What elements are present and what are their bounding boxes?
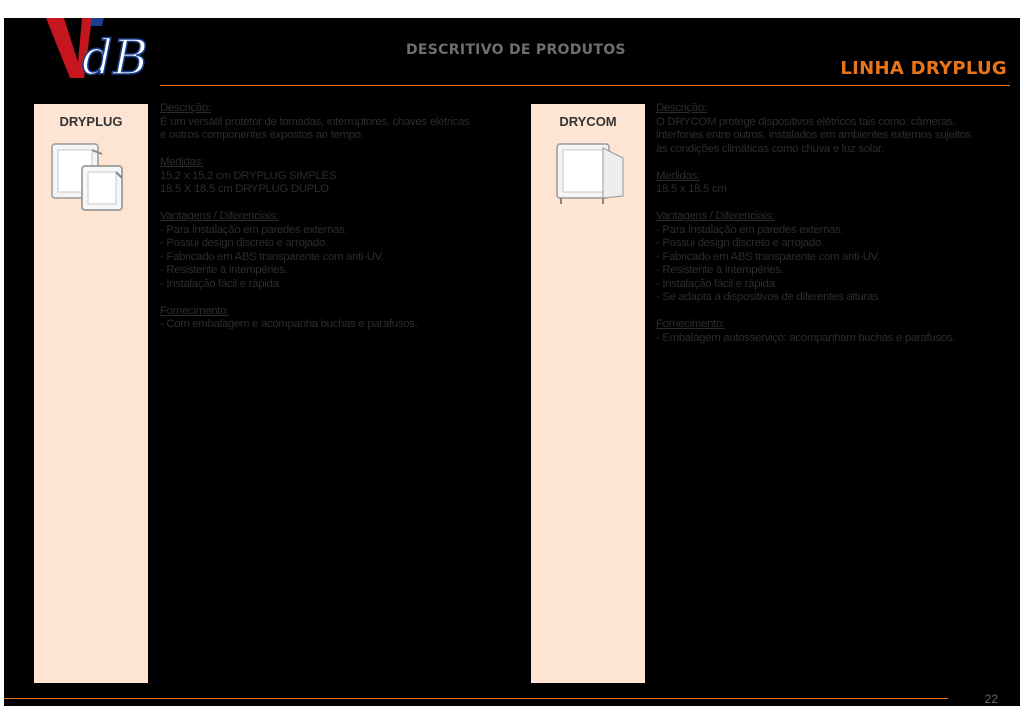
- vantagens-item: - Para instalação em paredes externas.: [656, 223, 844, 236]
- product-panel-dryplug: [34, 104, 148, 683]
- product-name: DRYCOM: [559, 114, 617, 129]
- fornecimento-item: - Embalagem autosserviço: acompanham buchas e parafusos.: [656, 331, 956, 344]
- medidas-heading: Medidas:: [656, 169, 700, 182]
- descricao-line: interfones entre outros, instalados em ambientes externos sujeitos: [656, 129, 972, 141]
- footer-divider: [4, 698, 948, 699]
- drycom-product-image: [553, 140, 629, 211]
- vantagens-item: - Possui design discreto e arrojado.: [160, 237, 328, 249]
- descricao-line: O DRYCOM protege dispositivos elétricos tais como: câmeras,: [656, 115, 956, 128]
- medidas-line: 18,5 X 18,5 cm DRYPLUG DUPLO: [160, 183, 329, 195]
- header-divider: [160, 85, 1010, 86]
- svg-text:dB: dB: [82, 30, 148, 82]
- vantagens-item: - Fabricado em ABS transparente com anti-UV.: [656, 250, 880, 263]
- fornecimento-heading: Fornecimento:: [160, 304, 229, 317]
- page-number: 22: [984, 692, 998, 706]
- vantagens-item: - Instalação fácil e rápida.: [160, 277, 282, 290]
- fornecimento-item: - Com embalagem e acompanha buchas e parafusos.: [160, 318, 418, 330]
- dryplug-product-image: [46, 140, 126, 219]
- medidas-heading: Medidas:: [160, 156, 204, 168]
- descricao-line: É um versátil protetor de tomadas, interruptores, chaves elétricas: [160, 115, 470, 128]
- vantagens-item: - Resistente à intempéries.: [160, 264, 288, 276]
- slide-page: [4, 18, 1020, 706]
- product-description-dryplug: [160, 102, 514, 332]
- vantagens-item: - Possui design discreto e arrojado.: [656, 237, 824, 249]
- vantagens-item: - Se adapta a dispositivos de diferentes alturas: [656, 291, 879, 303]
- vantagens-item: - Instalação fácil e rápida.: [656, 277, 778, 290]
- product-panel-drycom: [531, 104, 645, 683]
- descricao-heading: Descrição:: [160, 102, 211, 114]
- fornecimento-heading: Fornecimento:: [656, 318, 725, 330]
- medidas-line: 18,5 x 18,5 cm: [656, 183, 727, 195]
- vantagens-heading: Vantagens / Diferenciais:: [160, 210, 279, 222]
- vdb-logo: [44, 18, 156, 82]
- product-line-title: LINHA DRYPLUG: [840, 58, 1007, 79]
- descricao-line: e outros componentes expostos ao tempo.: [160, 129, 364, 141]
- descricao-heading: Descrição:: [656, 102, 707, 114]
- medidas-line: 15,2 x 15,2 cm DRYPLUG SIMPLES: [160, 169, 337, 182]
- vantagens-item: - Para instalação em paredes externas.: [160, 223, 348, 236]
- vantagens-item: - Fabricado em ABS transparente com anti-UV.: [160, 250, 384, 263]
- product-description-drycom: [656, 102, 1008, 345]
- descricao-line: às condições climáticas como chuva e luz solar.: [656, 142, 884, 155]
- vantagens-item: - Resistente à intempéries.: [656, 264, 784, 276]
- header-title: DESCRITIVO DE PRODUTOS: [406, 42, 626, 58]
- vantagens-heading: Vantagens / Diferenciais:: [656, 210, 775, 222]
- product-name: DRYPLUG: [59, 114, 123, 129]
